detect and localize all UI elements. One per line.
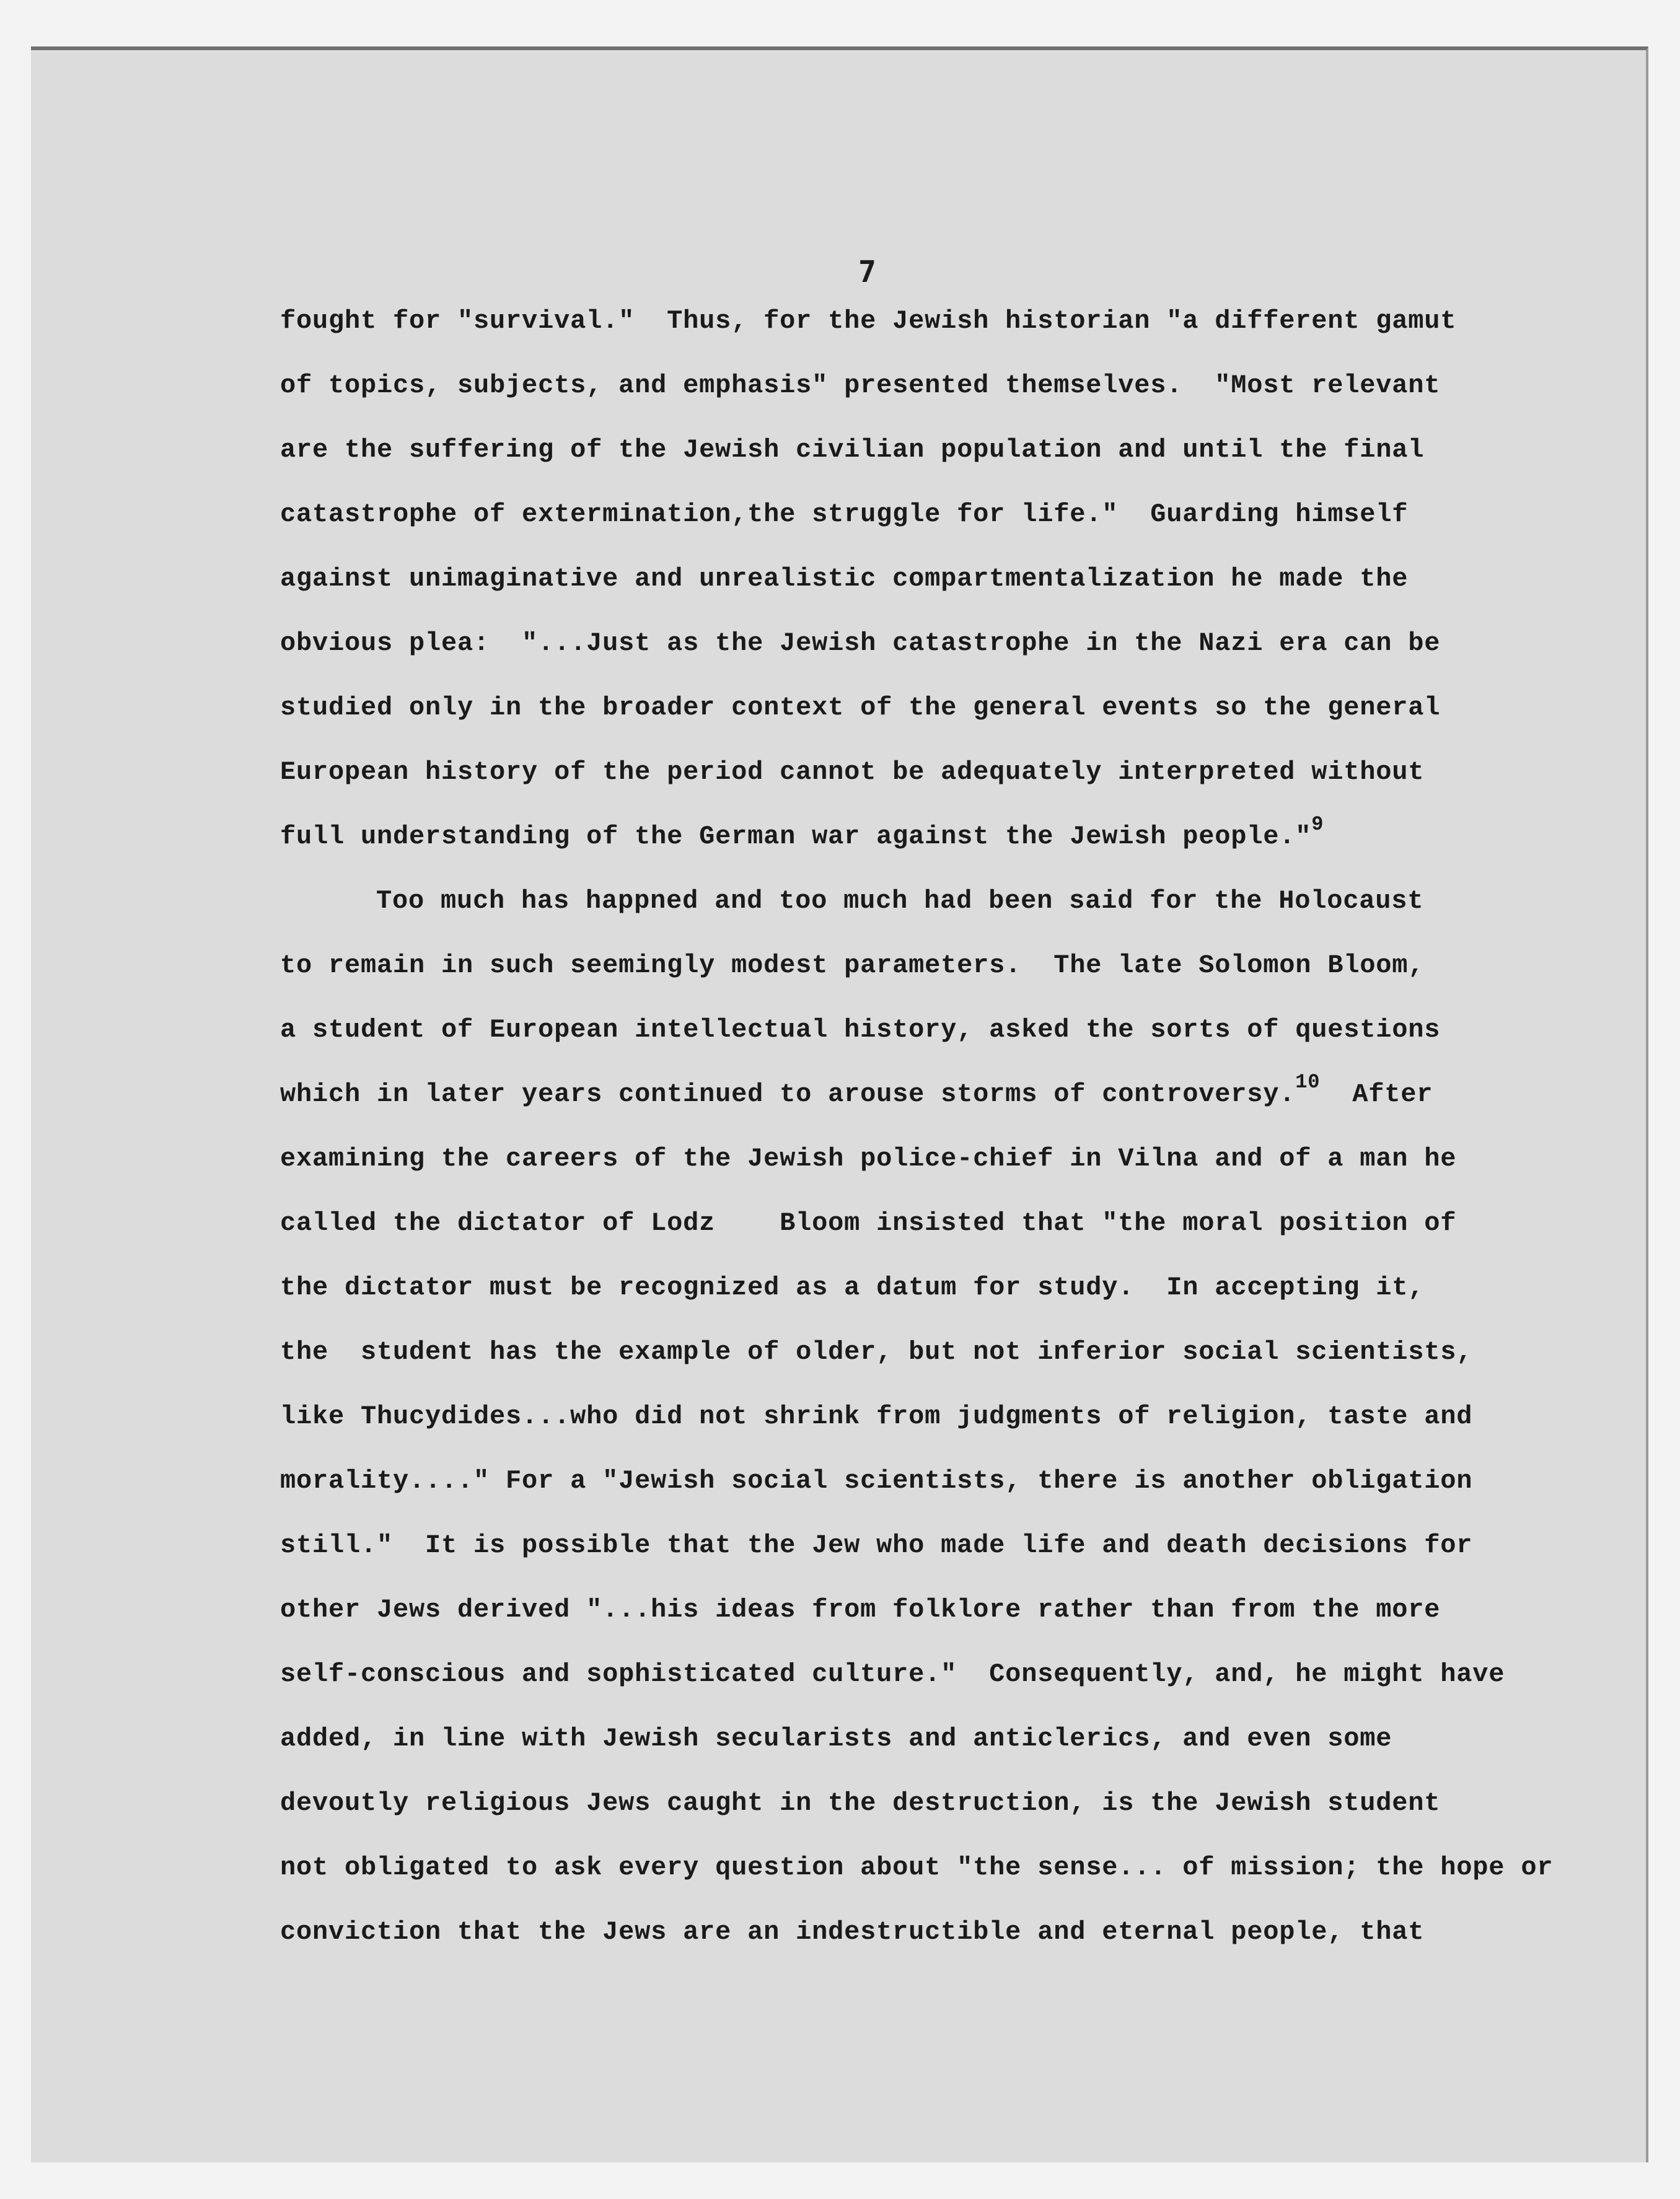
text-line: not obligated to ask every question about "the sense... of mission; the hope or [280,1853,1554,1882]
text-line: are the suffering of the Jewish civilian population and until the final [280,435,1425,465]
text-line [280,813,1557,882]
text-line: devoutly religious Jews caught in the destruction, is the Jewish student [280,1788,1441,1818]
footnote-marker: 9 [1311,813,1324,836]
text-line: the dictator must be recognized as a datum for study. In accepting it, [280,1273,1425,1302]
text-line: self-conscious and sophisticated culture." Consequently, and, he might have [280,1659,1505,1689]
text-line: morality...." For a "Jewish social scientists, there is another obligation [280,1466,1473,1496]
line-text-continued: After [1320,1079,1433,1109]
text-line: of topics, subjects, and emphasis" presented themselves. "Most relevant [280,371,1441,400]
page-number: 7 [858,255,876,289]
text-line: studied only in the broader context of the general events so the general [280,693,1441,722]
text-line: a student of European intellectual history, asked the sorts of questions [280,1015,1441,1045]
text-line: catastrophe of extermination,the struggle for life." Guarding himself [280,499,1409,529]
body-text [280,302,1557,1978]
text-line [280,1071,1557,1140]
text-line: obvious plea: "...Just as the Jewish catastrophe in the Nazi era can be [280,628,1441,658]
footnote-marker: 10 [1295,1071,1321,1094]
text-line: to remain in such seemingly modest parameters. The late Solomon Bloom, [280,950,1425,980]
text-line: other Jews derived "...his ideas from folklore rather than from the more [280,1595,1441,1625]
text-line: like Thucydides...who did not shrink from judgments of religion, taste and [280,1402,1473,1431]
text-line: fought for "survival." Thus, for the Jewish historian "a different gamut [280,306,1457,336]
text-line: conviction that the Jews are an indestructible and eternal people, that [280,1917,1425,1947]
text-line: called the dictator of Lodz Bloom insisted that "the moral position of [280,1208,1457,1238]
text-line: European history of the period cannot be adequately interpreted without [280,757,1425,787]
line-text: full understanding of the German war against the Jewish people." [280,822,1312,851]
text-line: examining the careers of the Jewish police-chief in Vilna and of a man he [280,1144,1457,1174]
paragraph-first-line: Too much has happned and too much had been said for the Holocaust [376,886,1424,916]
text-line: against unimaginative and unrealistic compartmentalization he made the [280,564,1409,594]
line-text: which in later years continued to arouse storms of controversy. [280,1079,1296,1109]
text-line: the student has the example of older, but not inferior social scientists, [280,1337,1473,1367]
text-line: added, in line with Jewish secularists and anticlerics, and even some [280,1724,1392,1753]
text-line: still." It is possible that the Jew who made life and death decisions for [280,1530,1473,1560]
